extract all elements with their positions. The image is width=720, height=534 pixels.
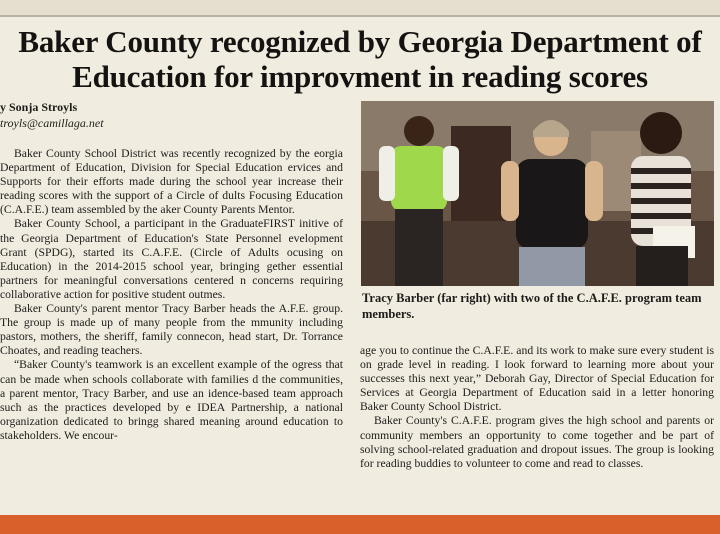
article-paragraph: Baker County's C.A.F.E. program gives the high school and parents or community members an opportunity to come together and be part of solving school-related graduation and dropout issues. The group is looking for reading buddies to volunteer to come and read to classes. [360, 414, 714, 470]
byline [0, 99, 104, 131]
article-column-left [0, 147, 343, 443]
top-page-rule [0, 0, 720, 17]
article-paragraph: “Baker County's teamwork is an excellent example of the ogress that can be made when schools collaborate with families d the communities, a parent mentor, Tracy Barber, and use an idence-based team approach such as the practices developed by e IDEA Partnership, a national organization dedicated to bringg shared meaning around education to stakeholders. We encour- [0, 358, 343, 442]
article-paragraph: Baker County School, a participant in the GraduateFIRST initive of the Georgia Department of Education's State Personnel evelopment Grant (SPDG), started its C.A.F.E. (Circle of Adults ocusing on Education) in the 2014-2015 school year, bringing gether essential partners for meaningful conversations centered n concerns requiring collaborative action for positive student outmes. [0, 217, 343, 301]
article-paragraph: age you to continue the C.A.F.E. and its work to make sure every student is on grade level in reading. I look forward to learning more about your successes this next year,” Deborah Gay, Director of Special Education for Services at Georgia Department of Education said in a letter honoring Baker County School District. [360, 344, 714, 414]
byline-email: troyls@camillaga.net [0, 116, 104, 130]
article-column-right [360, 344, 714, 471]
team-photo-illustration [361, 101, 714, 286]
byline-author: y Sonja Stroyls [0, 100, 78, 114]
team-photo [361, 101, 714, 286]
article-paragraph: Baker County School District was recently recognized by the eorgia Department of Education, Division for Special Education ervices and Supports for their efforts made during the school year increase their reading scores with the support of a Circle of dults Focusing Education (C.A.F.E.) team assembled by the aker County Parents Mentor. [0, 147, 343, 217]
article-paragraph: Baker County's parent mentor Tracy Barber heads the A.F.E. group. The group is made up of many people from the mmunity including pastors, mothers, the sheriff, family connecon, head start, Dr. Torrance Choates, and reading teachers. [0, 302, 343, 358]
photo-caption: Tracy Barber (far right) with two of the C.A.F.E. program team members. [362, 291, 702, 321]
article-headline: Baker County recognized by Georgia Department of Education for improvment in reading scores [18, 24, 702, 94]
